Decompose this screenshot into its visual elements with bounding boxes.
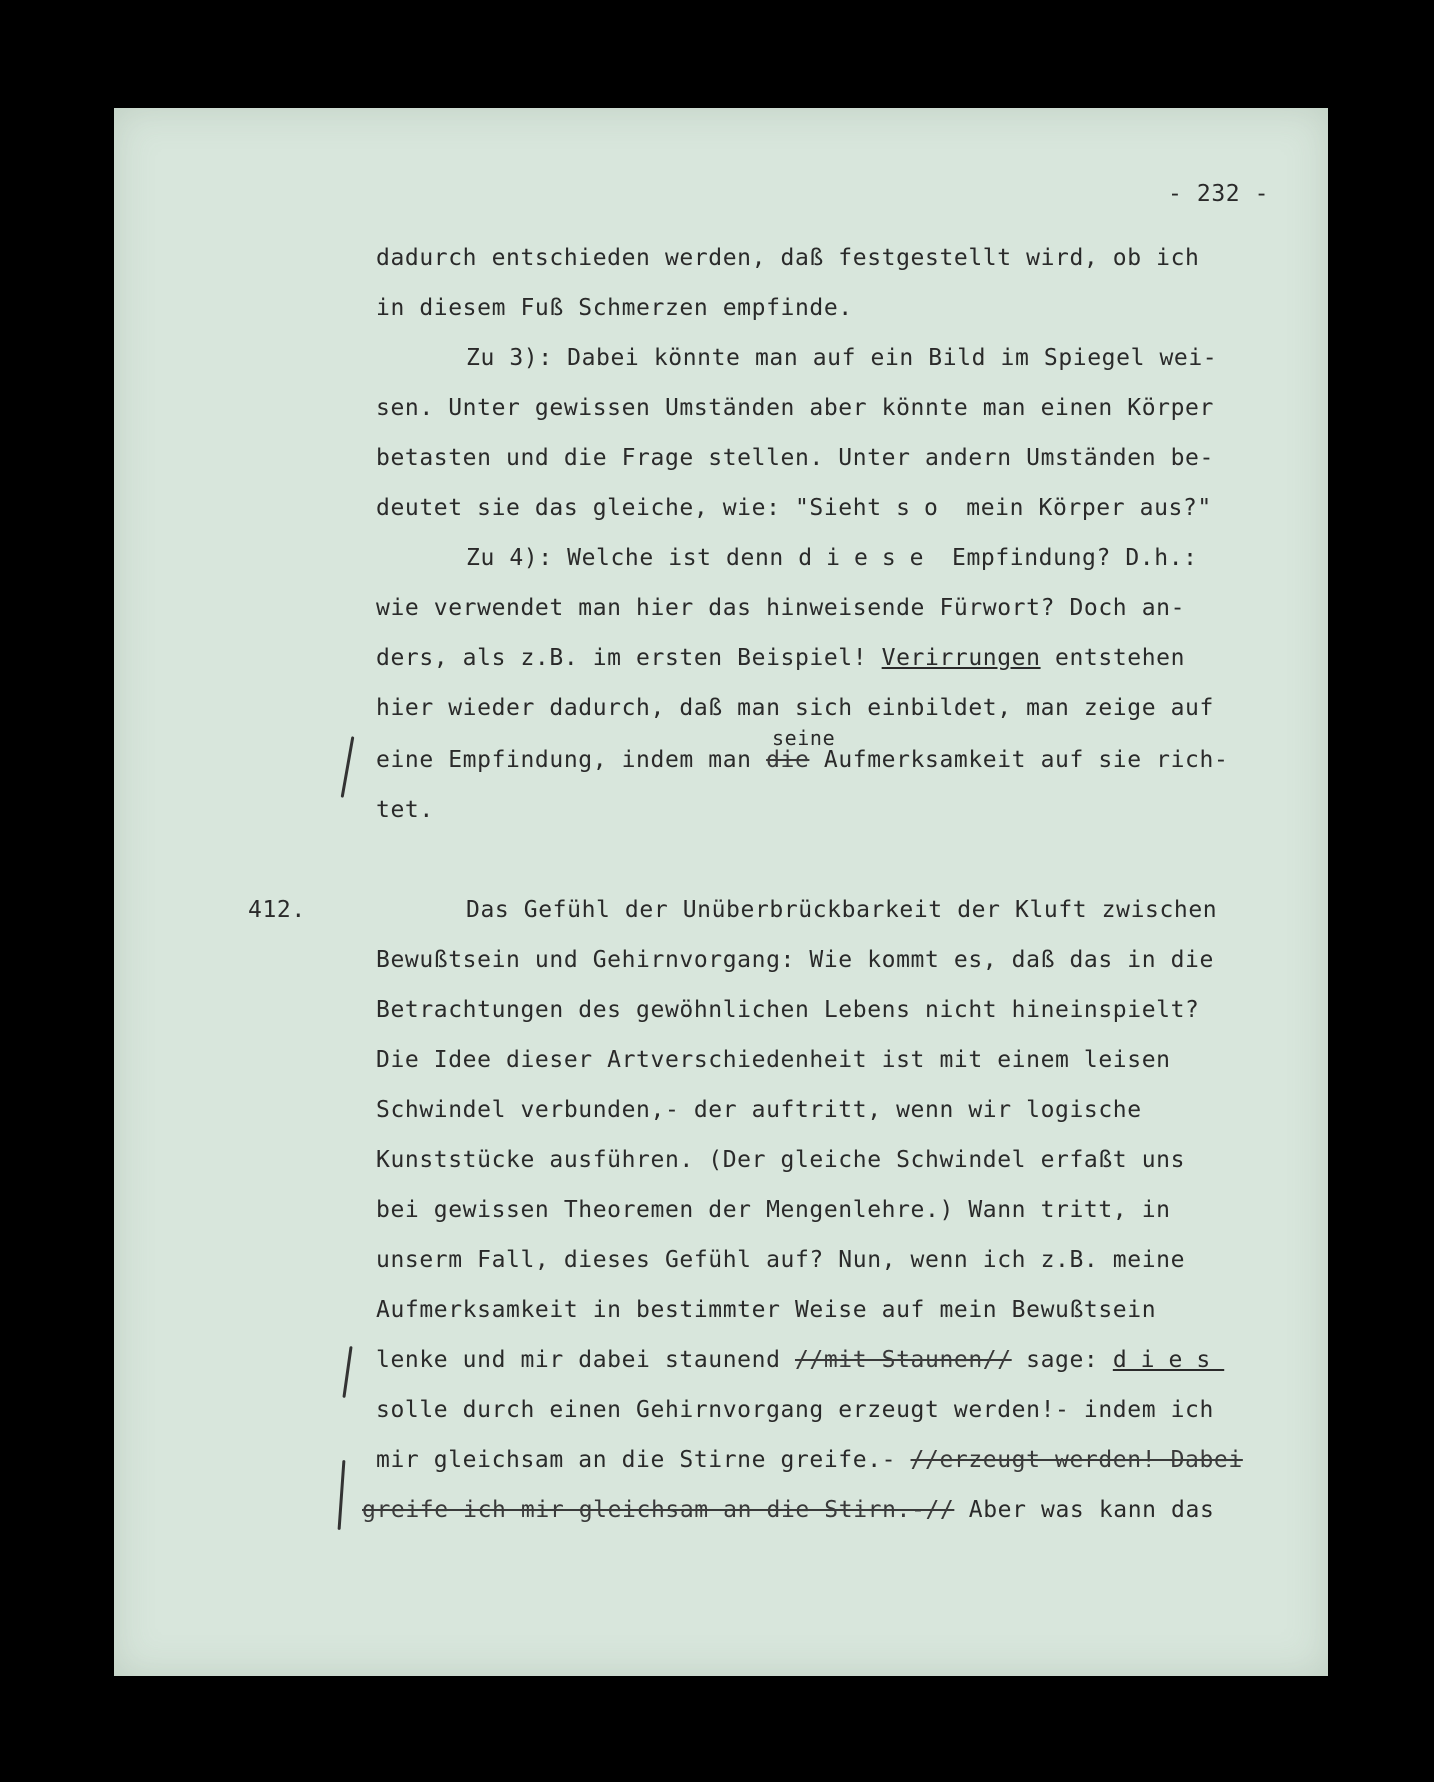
text-line: mir gleichsam an die Stirne greife.- //erzeugt werden! Dabei bbox=[376, 1447, 1243, 1473]
text-line: Kunststücke ausführen. (Der gleiche Schwindel erfaßt uns bbox=[376, 1147, 1186, 1173]
page-number: - 232 - bbox=[1168, 181, 1270, 207]
text-line: Schwindel verbunden,- der auftritt, wenn wir logische bbox=[376, 1097, 1142, 1123]
text-line: greife ich mir gleichsam an die Stirn.-// Aber was kann das bbox=[362, 1497, 1215, 1523]
remark-number: 412. bbox=[248, 897, 306, 923]
text-line: in diesem Fuß Schmerzen empfinde. bbox=[376, 295, 853, 321]
text-line: Betrachtungen des gewöhnlichen Lebens nicht hineinspielt? bbox=[376, 997, 1200, 1023]
text-line: sen. Unter gewissen Umständen aber könnte man einen Körper bbox=[376, 395, 1214, 421]
document-page bbox=[114, 108, 1328, 1676]
text-line: eine Empfindung, indem man die Aufmerksamkeit auf sie rich- bbox=[376, 747, 1229, 773]
text-line: betasten und die Frage stellen. Unter andern Umständen be- bbox=[376, 445, 1214, 471]
text-line: Zu 3): Dabei könnte man auf ein Bild im Spiegel wei- bbox=[466, 345, 1218, 371]
text-line: deutet sie das gleiche, wie: "Sieht so mein Körper aus?" bbox=[376, 495, 1212, 521]
text-line: Zu 4): Welche ist denn diese Empfindung? D.h.: bbox=[466, 545, 1198, 571]
inserted-word: seine bbox=[772, 726, 836, 750]
text-line: Bewußtsein und Gehirnvorgang: Wie kommt es, daß das in die bbox=[376, 947, 1214, 973]
text-line: Die Idee dieser Artverschiedenheit ist mit einem leisen bbox=[376, 1047, 1171, 1073]
text-line: hier wieder dadurch, daß man sich einbildet, man zeige auf bbox=[376, 695, 1214, 721]
text-line: tet. bbox=[376, 797, 434, 823]
text-line: unserm Fall, dieses Gefühl auf? Nun, wenn ich z.B. meine bbox=[376, 1247, 1186, 1273]
text-line: Aufmerksamkeit in bestimmter Weise auf mein Bewußtsein bbox=[376, 1297, 1157, 1323]
margin-stroke-mark bbox=[342, 1346, 352, 1398]
margin-stroke-mark bbox=[341, 736, 355, 798]
text-line: solle durch einen Gehirnvorgang erzeugt werden!- indem ich bbox=[376, 1397, 1214, 1423]
text-line: Das Gefühl der Unüberbrückbarkeit der Kluft zwischen bbox=[466, 897, 1218, 923]
text-line: dadurch entschieden werden, daß festgestellt wird, ob ich bbox=[376, 245, 1200, 271]
text-line: wie verwendet man hier das hinweisende Fürwort? Doch an- bbox=[376, 595, 1186, 621]
text-line: bei gewissen Theoremen der Mengenlehre.) Wann tritt, in bbox=[376, 1197, 1171, 1223]
text-line: lenke und mir dabei staunend //mit Staunen// sage: dies bbox=[376, 1347, 1225, 1373]
text-line: ders, als z.B. im ersten Beispiel! Verirrungen entstehen bbox=[376, 645, 1186, 671]
margin-stroke-mark bbox=[338, 1460, 346, 1530]
